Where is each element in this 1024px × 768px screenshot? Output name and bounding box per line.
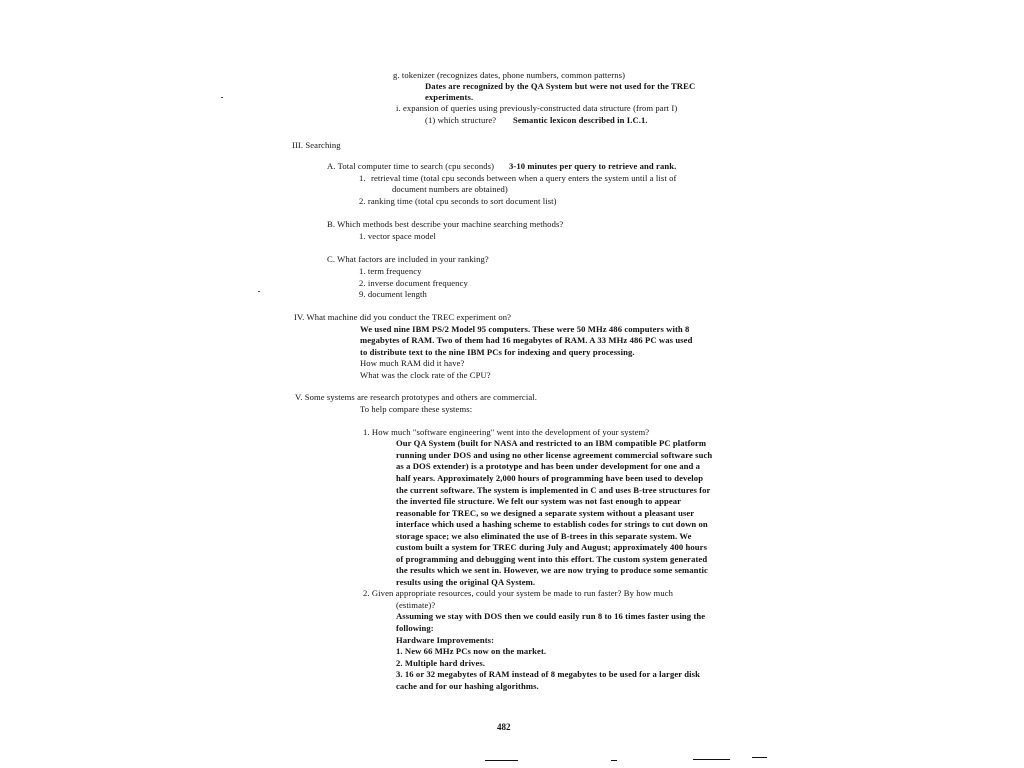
item-iii-a1: retrieval time (total cpu seconds between when a query enters the system until a list of bbox=[371, 173, 677, 183]
q1-answer-line: custom built a system for TREC during July and August; approximately 400 hours bbox=[396, 542, 708, 552]
section-iv-answer-2: megabytes of RAM. Two of them had 16 megabytes of RAM. A 33 MHz 486 PC was used bbox=[360, 335, 693, 345]
section-v-heading: V. Some systems are research prototypes and others are commercial. bbox=[295, 392, 537, 402]
item-iii-a: A. Total computer time to search (cpu seconds) bbox=[327, 161, 495, 171]
scan-mark bbox=[258, 291, 260, 292]
section-v-q2: 2. Given appropriate resources, could your system be made to run faster? By how much bbox=[363, 588, 674, 598]
q1-answer-line: reasonable for TREC, so we designed a separate system without a pleasant user bbox=[396, 508, 695, 518]
q1-answer-line: of programming and debugging went into this effort. The custom system generated bbox=[396, 554, 708, 564]
q1-answer-line: results using the original QA System. bbox=[396, 577, 536, 587]
scan-mark bbox=[221, 97, 223, 98]
q2-answer-1: Assuming we stay with DOS then we could easily run 8 to 16 times faster using the bbox=[396, 611, 706, 621]
scan-rule bbox=[752, 757, 767, 758]
section-iv-q-clock: What was the clock rate of the CPU? bbox=[360, 370, 491, 380]
section-iv-answer-1: We used nine IBM PS/2 Model 95 computers. These were 50 MHz 486 computers with 8 bbox=[360, 324, 690, 334]
q1-answer-line: the results which we sent in. However, we are now trying to produce some semantic bbox=[396, 565, 708, 575]
q2-answer-2: following: bbox=[396, 623, 434, 633]
section-iv-answer-3: to distribute text to the nine IBM PCs for indexing and query processing. bbox=[360, 347, 635, 357]
section-iii-heading: III. Searching bbox=[292, 140, 341, 150]
item-g-answer: Dates are recognized by the QA System but were not used for the TREC bbox=[425, 81, 696, 91]
item-g-answer-cont: experiments. bbox=[425, 92, 474, 102]
item-iii-a1-cont: document numbers are obtained) bbox=[392, 184, 508, 194]
page-number: 482 bbox=[497, 722, 511, 732]
q1-answer-line: the current software. The system is implemented in C and uses B-tree structures for bbox=[396, 485, 711, 495]
item-iii-b: B. Which methods best describe your machine searching methods? bbox=[327, 219, 564, 229]
item-iii-c: C. What factors are included in your ranking? bbox=[327, 254, 489, 264]
hardware-item-1: 1. New 66 MHz PCs now on the market. bbox=[396, 646, 547, 656]
item-i-sub: (1) which structure? bbox=[425, 115, 497, 125]
q1-answer-line: storage space; we also eliminated the use of B-trees in this separate system. We bbox=[396, 531, 692, 541]
q1-answer-line: as a DOS extender) is a prototype and has been under development for one and a bbox=[396, 461, 701, 471]
hardware-item-3-cont: cache and for our hashing algorithms. bbox=[396, 681, 539, 691]
q1-answer-line: running under DOS and using no other license agreement commercial software such bbox=[396, 450, 713, 460]
section-v-q2-cont: (estimate)? bbox=[396, 600, 436, 610]
item-g: g. tokenizer (recognizes dates, phone numbers, common patterns) bbox=[393, 70, 626, 80]
section-iv-heading: IV. What machine did you conduct the TREC experiment on? bbox=[294, 312, 512, 322]
scan-rule bbox=[611, 760, 617, 761]
q1-answer-line: interface which used a hashing scheme to establish codes for strings to cut down on bbox=[396, 519, 708, 529]
item-iii-a1-label: 1. bbox=[359, 173, 366, 183]
scan-rule bbox=[485, 760, 518, 761]
item-iii-b1: 1. vector space model bbox=[359, 231, 437, 241]
item-iii-c1: 1. term frequency bbox=[359, 266, 422, 276]
item-i: i. expansion of queries using previously-constructed data structure (from part I) bbox=[396, 103, 678, 113]
item-iii-a2: 2. ranking time (total cpu seconds to sort document list) bbox=[359, 196, 557, 206]
hardware-item-2: 2. Multiple hard drives. bbox=[396, 658, 486, 668]
q1-answer-line: Our QA System (built for NASA and restricted to an IBM compatible PC platform bbox=[396, 438, 707, 448]
item-iii-c2: 2. inverse document frequency bbox=[359, 278, 468, 288]
section-iv-q-ram: How much RAM did it have? bbox=[360, 358, 465, 368]
section-v-intro: To help compare these systems: bbox=[360, 404, 473, 414]
scan-rule bbox=[693, 759, 730, 760]
q1-answer-line: the inverted file structure. We felt our system was not fast enough to appear bbox=[396, 496, 682, 506]
item-iii-a-answer: 3-10 minutes per query to retrieve and rank. bbox=[509, 161, 677, 171]
hardware-item-3: 3. 16 or 32 megabytes of RAM instead of 8 megabytes to be used for a larger disk bbox=[396, 669, 700, 679]
item-i-answer: Semantic lexicon described in I.C.1. bbox=[513, 115, 648, 125]
q1-answer-line: half years. Approximately 2,000 hours of programming have been used to develop bbox=[396, 473, 704, 483]
section-v-q1: 1. How much "software engineering" went into the development of your system? bbox=[363, 427, 650, 437]
item-iii-c9: 9. document length bbox=[359, 289, 427, 299]
hardware-heading: Hardware Improvements: bbox=[396, 635, 495, 645]
